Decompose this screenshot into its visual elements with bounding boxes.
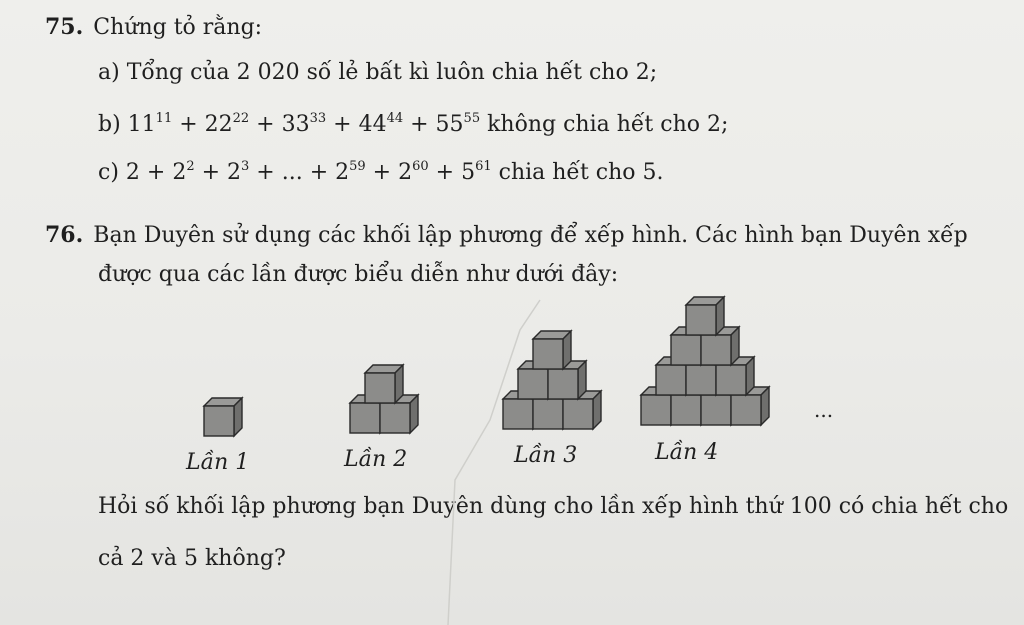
figure-ellipsis: ...	[814, 398, 834, 422]
power-term: $55^{55}$	[435, 111, 481, 137]
figure-label-1: Lần 1	[186, 450, 250, 475]
power-term: $22^{22}$	[204, 111, 250, 137]
figure-label-4: Lần 4	[655, 440, 719, 465]
part-b-label: b)	[98, 112, 121, 137]
part-c-tail: chia hết cho 5.	[498, 160, 664, 185]
power-term: $33^{33}$	[281, 111, 327, 137]
problem-75-part-c: c) $2 + 2^2 + 2^3$ + ... + $2^{59} + 2^{60} + 5^{61}$ chia hết cho 5.	[98, 159, 664, 185]
figure-label-3: Lần 3	[514, 443, 578, 468]
problem-76-line2: được qua các lần được biểu diễn như dưới đây:	[98, 262, 619, 287]
part-c-label: c)	[98, 160, 119, 185]
power-term: $11^{11}$	[127, 111, 173, 137]
problem-76-question-line1: Hỏi số khối lập phương bạn Duyên dùng cho lần xếp hình thứ 100 có chia hết cho	[98, 494, 1009, 519]
problem-75-intro: Chứng tỏ rằng:	[93, 15, 263, 40]
problem-76-text: Bạn Duyên sử dụng các khối lập phương để xếp hình. Các hình bạn Duyên xếp	[93, 223, 968, 248]
problem-76-number: 76.	[45, 222, 84, 248]
problem-75-number: 75.	[45, 14, 84, 40]
problem-76-question-line2: cả 2 và 5 không?	[98, 546, 286, 571]
figure-label-2: Lần 2	[344, 447, 408, 472]
problem-75-part-b: b) $11^{11} + 22^{22} + 33^{33} + 44^{44} + 55^{55}$ không chia hết cho 2;	[98, 111, 729, 137]
part-b-tail: không chia hết cho 2;	[487, 112, 729, 137]
power-term: $44^{44}$	[358, 111, 404, 137]
problem-75-part-a: a) Tổng của 2 020 số lẻ bất kì luôn chia hết cho 2;	[98, 60, 658, 85]
